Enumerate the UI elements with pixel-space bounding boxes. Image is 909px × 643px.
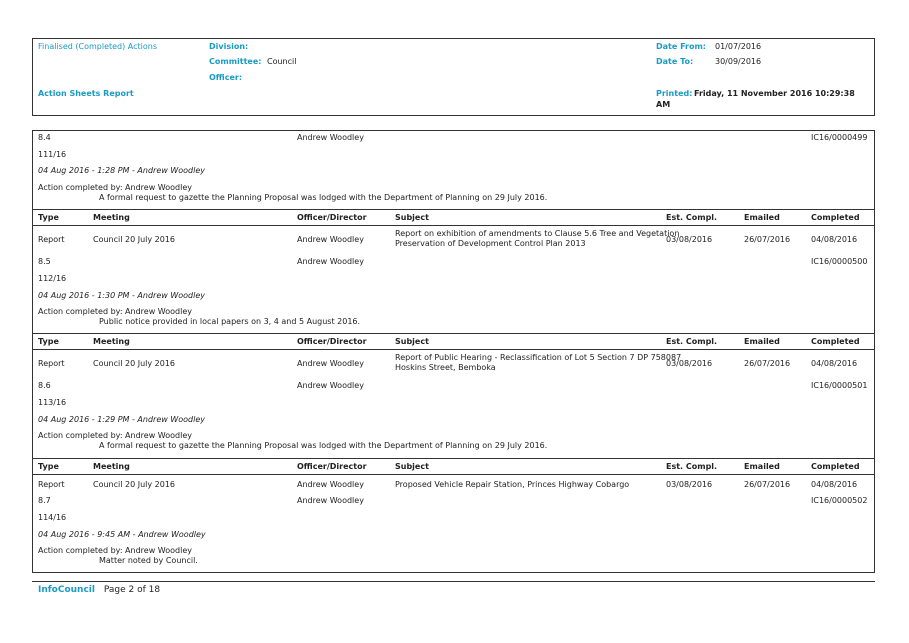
item-completed: 04/08/2016 [811,235,858,244]
item-officer-repeat: Andrew Woodley [297,257,364,266]
resolution-number: 114/16 [38,513,67,522]
item-est-compl: 03/08/2016 [666,359,713,368]
printed-value-cont: AM [656,100,671,109]
col-subject: Subject [395,213,429,222]
col-type: Type [38,213,59,222]
page-footer [38,585,160,595]
col-meeting: Meeting [93,213,130,222]
item-subject: Report of Public Hearing - Reclassification of Lot 5 Section 7 DP 758087 [395,353,682,362]
action-comment: Matter noted by Council. [99,556,198,565]
item-emailed: 26/07/2016 [744,235,791,244]
item-officer: Andrew Woodley [297,235,364,244]
item-completed: 04/08/2016 [811,359,858,368]
column-header-row [33,333,874,350]
item-completed: 04/08/2016 [811,480,858,489]
col-officer: Officer/Director [297,337,367,346]
col-emailed: Emailed [744,213,780,222]
item-officer: Andrew Woodley [297,133,364,142]
item-type: Report [38,480,65,489]
item-number: 8.5 [38,257,51,266]
completed-by: Action completed by: Andrew Woodley [38,431,192,440]
page-number: Page 2 of 18 [103,585,161,595]
item-emailed: 26/07/2016 [744,480,791,489]
date-to-label: Date To: [656,57,694,66]
footer-divider [32,581,875,582]
item-number: 8.6 [38,381,51,390]
date-from-value: 01/07/2016 [715,42,762,51]
col-completed: Completed [811,462,860,471]
officer-label: Officer: [209,73,243,82]
action-comment: A formal request to gazette the Planning Proposal was lodged with the Department of Planning on 29 July 2016. [99,441,548,450]
item-reference: IC16/0000502 [811,496,868,505]
note-header: 04 Aug 2016 - 9:45 AM - Andrew Woodley [38,530,206,539]
item-emailed: 26/07/2016 [744,359,791,368]
item-reference: IC16/0000501 [811,381,868,390]
actions-table [32,130,875,573]
item-reference: IC16/0000499 [811,133,868,142]
col-meeting: Meeting [93,337,130,346]
date-from-label: Date From: [656,42,707,51]
item-est-compl: 03/08/2016 [666,235,713,244]
item-type: Report [38,359,65,368]
column-header-row [33,458,874,475]
item-meeting: Council 20 July 2016 [93,480,176,489]
item-subject: Proposed Vehicle Repair Station, Princes Highway Cobargo [395,480,630,489]
item-officer-repeat: Andrew Woodley [297,496,364,505]
note-header: 04 Aug 2016 - 1:30 PM - Andrew Woodley [38,291,205,300]
action-comment: Public notice provided in local papers on 3, 4 and 5 August 2016. [99,317,361,326]
resolution-number: 113/16 [38,398,67,407]
item-number: 8.4 [38,133,51,142]
item-subject: Report on exhibition of amendments to Clause 5.6 Tree and Vegetation [395,229,680,238]
note-header: 04 Aug 2016 - 1:29 PM - Andrew Woodley [38,415,205,424]
col-meeting: Meeting [93,462,130,471]
column-header-row [33,209,874,226]
item-subject-cont: Hoskins Street, Bemboka [395,363,496,372]
item-est-compl: 03/08/2016 [666,480,713,489]
report-header [32,38,875,116]
report-name: Action Sheets Report [38,89,134,98]
committee-value: Council [267,57,297,66]
col-type: Type [38,462,59,471]
col-officer: Officer/Director [297,462,367,471]
item-officer: Andrew Woodley [297,359,364,368]
item-number: 8.7 [38,496,51,505]
item-officer: Andrew Woodley [297,480,364,489]
col-completed: Completed [811,337,860,346]
committee-label: Committee: [209,57,262,66]
item-meeting: Council 20 July 2016 [93,235,176,244]
completed-by: Action completed by: Andrew Woodley [38,183,192,192]
col-est-compl: Est. Compl. [666,462,718,471]
note-header: 04 Aug 2016 - 1:28 PM - Andrew Woodley [38,166,205,175]
col-officer: Officer/Director [297,213,367,222]
item-meeting: Council 20 July 2016 [93,359,176,368]
col-est-compl: Est. Compl. [666,337,718,346]
footer-brand: InfoCouncil [38,585,95,595]
printed-label: Printed: [656,89,693,98]
resolution-number: 111/16 [38,150,67,159]
col-subject: Subject [395,462,429,471]
col-est-compl: Est. Compl. [666,213,718,222]
completed-by: Action completed by: Andrew Woodley [38,546,192,555]
col-emailed: Emailed [744,337,780,346]
col-emailed: Emailed [744,462,780,471]
printed-value: Friday, 11 November 2016 10:29:38 [694,89,855,98]
report-type: Finalised (Completed) Actions [38,42,158,51]
col-type: Type [38,337,59,346]
resolution-number: 112/16 [38,274,67,283]
item-subject-cont: Preservation of Development Control Plan 2013 [395,239,586,248]
item-reference: IC16/0000500 [811,257,868,266]
item-type: Report [38,235,65,244]
item-officer-repeat: Andrew Woodley [297,381,364,390]
action-comment: A formal request to gazette the Planning Proposal was lodged with the Department of Planning on 29 July 2016. [99,193,548,202]
division-label: Division: [209,42,249,51]
date-to-value: 30/09/2016 [715,57,762,66]
completed-by: Action completed by: Andrew Woodley [38,307,192,316]
col-completed: Completed [811,213,860,222]
col-subject: Subject [395,337,429,346]
